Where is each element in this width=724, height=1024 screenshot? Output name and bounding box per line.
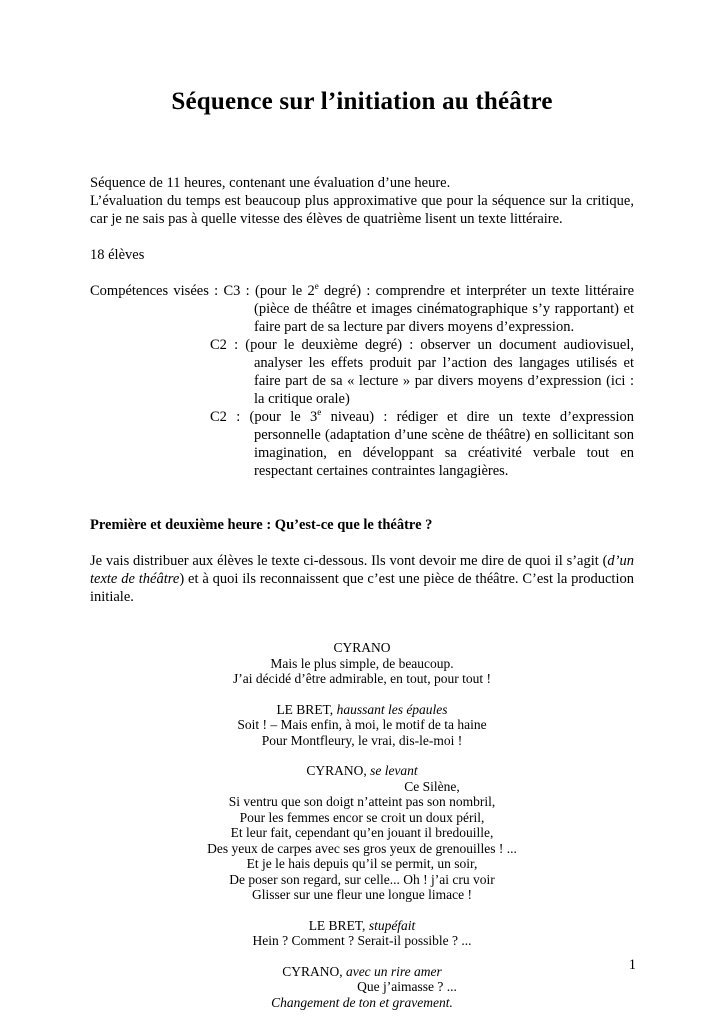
verse-line: Et je le hais depuis qu’il se permit, un soir, [246,856,478,871]
intro-paragraph [90,174,634,228]
document-title: Séquence sur l’initiation au théâtre [171,88,553,115]
speaker-name: LE BRET, [308,917,369,933]
verse-line: Glisser sur une fleur une longue limace ! [251,887,473,902]
section-heading: Première et deuxième heure : Qu’est-ce que le théâtre ? [90,517,433,533]
c2b-text-post: niveau) : rédiger et dire un texte d’expression personnelle (adaptation d’une scène de théâtre) en sollicitant son imagination, en développant sa créativité verbale tout en respectant certaines contraintes langagières. [254,409,634,479]
competence-item-c2-second [90,408,634,480]
section-paragraph-post: ) et à quoi ils reconnaissent que c’est une pièce de théâtre. C’est la production initiale. [90,571,634,605]
play-excerpt [90,640,634,1010]
c2b-superscript: e [317,407,322,418]
verse-line: Que j’aimasse ? ... [357,979,457,994]
stage-direction: se levant [370,763,418,778]
speaker-line [90,964,634,980]
excerpt-block-cyrano-2 [90,763,634,903]
section-paragraph-italic: d’un texte de théâtre [90,553,634,587]
section-paragraph-pre: Je vais distribuer aux élèves le texte ci-dessous. Ils vont devoir me dire de quoi il s’agit ( [90,553,608,569]
c3-text-post: degré) : comprendre et interpréter un texte littéraire (pièce de théâtre et images cinématographique s’y rapportant) et faire part de sa lecture par divers moyens d’expression. [254,283,634,335]
excerpt-block-lebret-1 [90,702,634,749]
stage-direction-line: Changement de ton et gravement. [271,994,453,1010]
intro-line-2: L’évaluation du temps est beaucoup plus approximative que pour la séquence sur la critique, car je ne sais pas à quelle vitesse des élèves de quatrième lisent un texte littéraire. [90,193,634,227]
verse-line: De poser son regard, sur celle... Oh ! j’ai cru voir [229,871,495,887]
c3-superscript: e [314,281,319,292]
stage-direction: avec un rire amer [345,963,442,979]
verse-line: Des yeux de carpes avec ses gros yeux de grenouilles ! ... [207,840,517,856]
stage-direction: haussant les épaules [336,701,448,717]
verse-line: Et leur fait, cependant qu’en jouant il bredouille, [230,825,494,840]
verse-line: Si ventru que son doigt n’atteint pas son nombril, [228,794,496,809]
verse-line: J’ai décidé d’être admirable, en tout, pour tout ! [233,671,491,686]
verse-line: Soit ! – Mais enfin, à moi, le motif de ta haine [237,717,487,732]
excerpt-block-lebret-2 [90,918,634,949]
speaker-name: CYRANO, [306,763,371,778]
verse-line: Mais le plus simple, de beaucoup. [270,655,454,671]
speaker-name: LE BRET, [276,701,337,717]
excerpt-block-cyrano-1 [90,640,634,687]
competence-item-c2-first [90,336,634,408]
verse-line: Pour Montfleury, le vrai, dis-le-moi ! [261,732,463,748]
speaker-line [90,918,634,934]
verse-line: Pour les femmes encor se croit un doux péril, [239,809,485,825]
stage-direction: stupéfait [368,917,416,933]
speaker-line [90,763,634,779]
page-number: 1 [628,957,636,973]
c3-text-pre: (pour le 2 [255,283,315,299]
c2a-label: C2 : [210,337,246,353]
speaker-name: CYRANO, [282,963,346,979]
verse-line: Hein ? Comment ? Serait-il possible ? ... [252,933,472,948]
verse-line: Ce Silène, [404,778,460,794]
speaker-line: CYRANO [333,640,391,655]
intro-line-1: Séquence de 11 heures, contenant une évaluation d’une heure. [90,175,451,191]
competence-item-c3 [90,282,634,336]
competences-lead-label: Compétences visées : C3 : [90,283,255,299]
speaker-line [90,702,634,718]
c2b-text-pre: (pour le 3 [249,409,318,425]
c2b-label: C2 : [210,409,250,425]
c2a-text: (pour le deuxième degré) : observer un document audiovisuel, analyser les effets produit par l’action des langages utilisés et faire part de sa « lecture » par divers moyens d’expression (ici : la critique orale) [245,337,635,407]
excerpt-block-cyrano-3 [90,964,634,1011]
section-paragraph [90,552,634,606]
student-count: 18 élèves [90,247,145,263]
